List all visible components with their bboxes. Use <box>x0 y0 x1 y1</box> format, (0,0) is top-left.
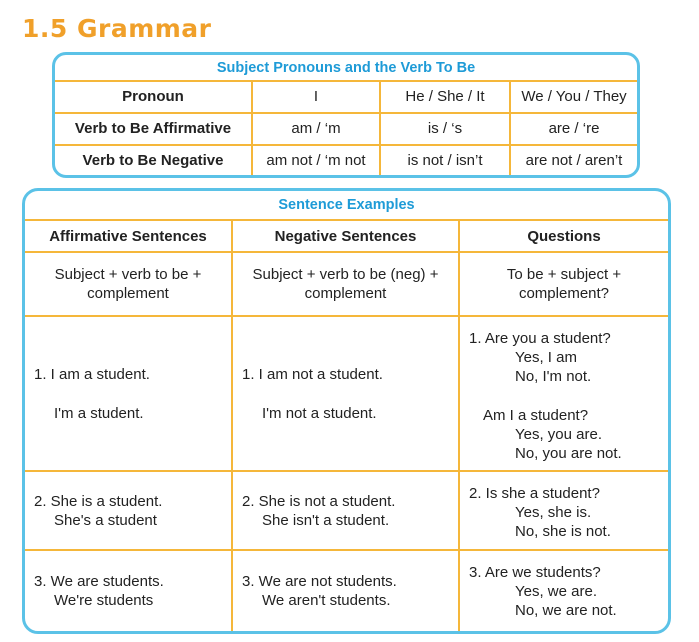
table-row <box>55 81 637 113</box>
column-header: Questions <box>459 220 668 252</box>
pattern-line: Subject + verb to be + <box>54 266 202 283</box>
table-cell: is not / isn’t <box>380 145 510 175</box>
example-cell <box>232 471 459 550</box>
column-header: Negative Sentences <box>232 220 459 252</box>
pattern-row <box>25 252 668 316</box>
sentence: 2. She is a student. <box>34 492 163 510</box>
sentence: 1. I am a student. <box>34 365 150 383</box>
pattern-cell <box>25 252 232 316</box>
pattern-line: complement? <box>518 285 610 302</box>
pattern-line: complement <box>87 285 169 302</box>
question-cell <box>459 316 668 471</box>
example-cell <box>232 316 459 471</box>
sentence: I'm not a student. <box>262 404 377 422</box>
sentence: We're students <box>54 592 154 609</box>
pronoun-table-title: Subject Pronouns and the Verb To Be <box>55 55 637 81</box>
example-row <box>25 316 668 471</box>
question-cell <box>459 471 668 550</box>
question: Am I a student? <box>483 407 589 424</box>
answer: Yes, she is. <box>515 504 592 521</box>
sentence: We aren't students. <box>262 592 391 609</box>
sentence: 1. I am not a student. <box>242 365 383 383</box>
pattern-cell <box>459 252 668 316</box>
answer: No, I'm not. <box>515 368 592 385</box>
table-cell: are / ‘re <box>510 113 637 145</box>
row-label: Verb to Be Affirmative <box>55 113 252 145</box>
row-label: Pronoun <box>55 81 252 113</box>
question: 1. Are you a student? <box>469 330 611 347</box>
table-cell: is / ‘s <box>380 113 510 145</box>
sentence: 2. She is not a student. <box>242 492 396 510</box>
example-cell <box>25 550 232 631</box>
row-label: Verb to Be Negative <box>55 145 252 175</box>
sentence: 3. We are students. <box>34 573 164 590</box>
example-row <box>25 471 668 550</box>
question: 2. Is she a student? <box>469 485 600 502</box>
table-cell: am not / ‘m not <box>252 145 380 175</box>
section-title: 1.5 Grammar <box>22 14 212 43</box>
examples-table-title: Sentence Examples <box>25 191 668 220</box>
table-cell: are not / aren’t <box>525 151 623 169</box>
question-cell <box>459 550 668 631</box>
table-cell: I <box>252 81 380 113</box>
pattern-line: Subject + verb to be (neg) + <box>252 266 439 283</box>
sentence: She isn't a student. <box>262 511 390 529</box>
table-cell: am / ‘m <box>252 113 380 145</box>
answer: No, she is not. <box>515 523 611 540</box>
question: 3. Are we students? <box>469 564 601 581</box>
example-row <box>25 550 668 631</box>
answer: Yes, I am <box>515 349 577 366</box>
table-row <box>55 113 637 145</box>
column-header: Affirmative Sentences <box>25 220 232 252</box>
pattern-line: complement <box>304 285 387 302</box>
pronoun-table <box>52 52 640 178</box>
table-row <box>55 145 637 175</box>
sentence: She's a student <box>54 511 157 529</box>
answer: Yes, we are. <box>515 583 597 600</box>
sentence: 3. We are not students. <box>242 573 397 590</box>
sentence: I'm a student. <box>54 404 144 422</box>
table-cell: He / She / It <box>380 81 510 113</box>
answer: No, you are not. <box>515 445 622 462</box>
table-cell: We / You / They <box>510 81 637 113</box>
example-cell <box>25 316 232 471</box>
answer: Yes, you are. <box>515 426 603 443</box>
example-cell <box>25 471 232 550</box>
examples-table <box>22 188 671 634</box>
example-cell <box>232 550 459 631</box>
pattern-line: To be + subject + <box>506 266 622 283</box>
table-header-row <box>25 220 668 252</box>
answer: No, we are not. <box>515 602 617 619</box>
pattern-cell <box>232 252 459 316</box>
